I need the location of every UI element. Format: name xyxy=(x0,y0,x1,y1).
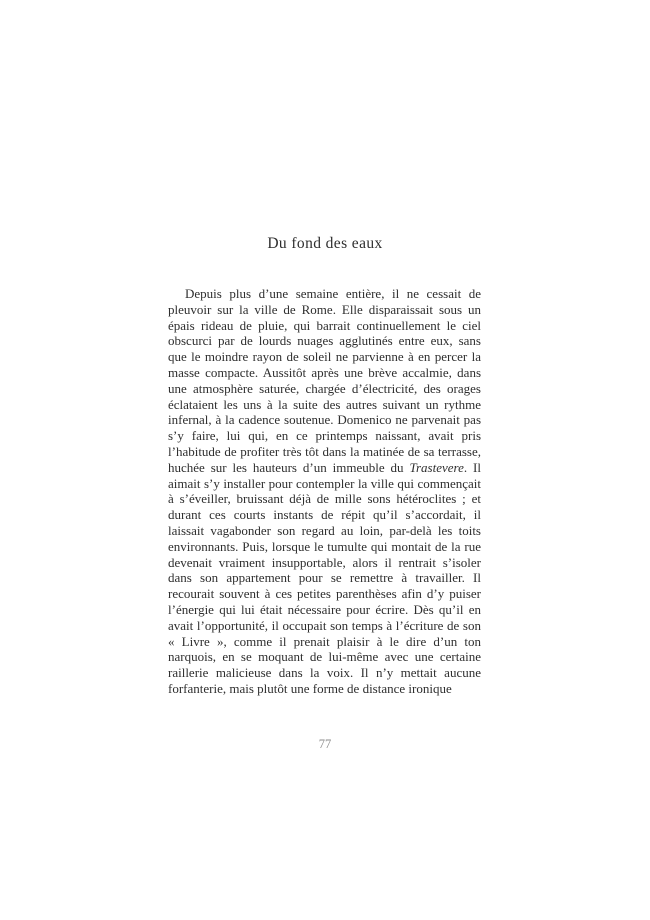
chapter-title: Du fond des eaux xyxy=(267,235,383,252)
paragraph-text-start: Depuis plus d’une semaine entière, il ne cessait de pleuvoir sur la ville de Rome. Elle disparaissait sous un épais rideau de pluie, qui barrait continuellement le ciel obscurci par de lourds nuages agglutinés entre eux, sans que le moindre rayon de soleil ne parvienne à en percer la masse compacte. Aussitôt après une brève accalmie, dans une atmosphère saturée, chargée d’électricité, des orages éclataient les uns à la suite des autres suivant un rythme infernal, à la cadence soutenue. Domenico ne parvenait pas s’y faire, lui qui, en ce printemps naissant, avait pris l’habitude de profiter très tôt dans la matinée de sa terrasse, huchée sur les hauteurs d’un immeuble du xyxy=(168,286,481,475)
page-number: 77 xyxy=(318,737,332,751)
italic-term: Trastevere xyxy=(409,459,464,475)
paragraph xyxy=(168,286,481,697)
paragraph-text-end: . Il aimait s’y installer pour contempler la ville qui commençait à s’éveiller, bruissant déjà de mille sons hétéroclites ; et durant ces courts instants de répit qu’il s’accordait, il laissait vagabonder son regard au loin, par-delà les toits environnants. Puis, lorsque le tumulte qui montait de la rue devenait vraiment insupportable, alors il rentrait s’isoler dans son appartement pour se remettre à travailler. Il recourait souvent à ces petites parenthèses afin d’y puiser l’énergie qui lui était nécessaire pour écrire. Dès qu’il en avait l’opportunité, il occupait son temps à l’écriture de son « Livre », comme il prenait plaisir à le dire d’un ton narquois, en se moquant de lui-même avec une certaine raillerie malicieuse dans la voix. Il n’y mettait aucune forfanterie, mais plutôt une forme de distance ironique xyxy=(168,459,481,696)
body-text-block xyxy=(168,286,481,697)
